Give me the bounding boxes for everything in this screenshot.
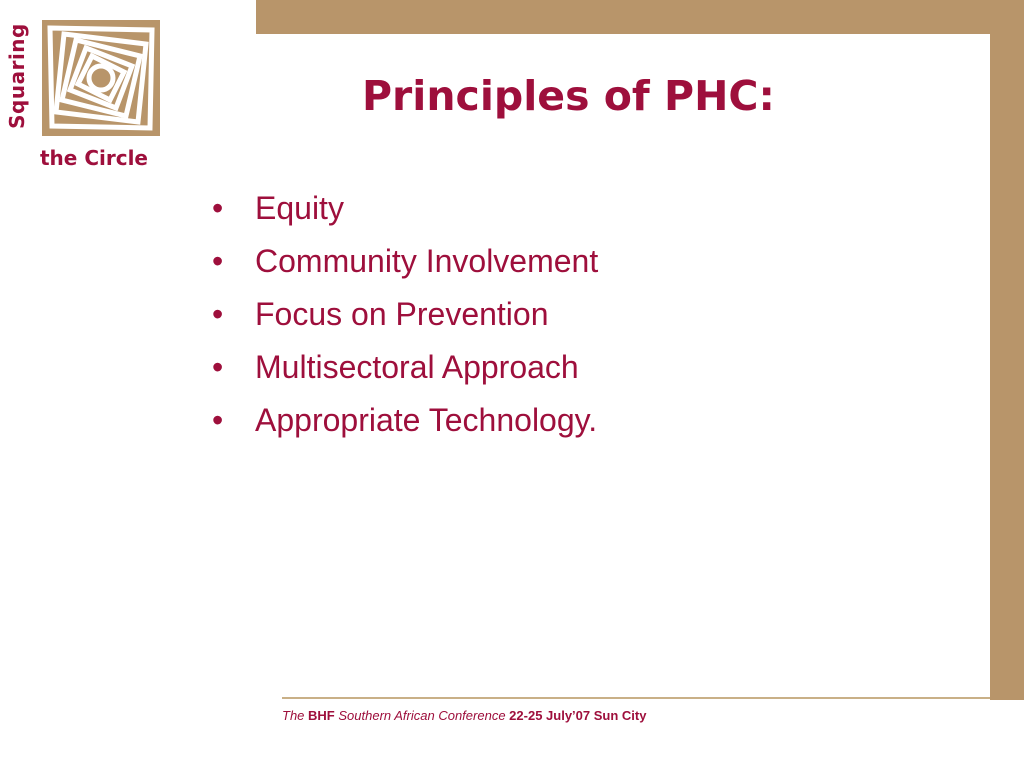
list-item [212, 292, 598, 345]
footer [282, 708, 646, 723]
list-item [212, 345, 598, 398]
bullet-icon: • [212, 190, 224, 226]
bullet-list [212, 186, 598, 451]
footer-prefix: The [282, 708, 305, 723]
bullet-icon: • [212, 243, 224, 279]
footer-dates-location: 22-25 July’07 Sun City [509, 708, 647, 723]
logo-word-the-circle: the Circle [40, 146, 148, 170]
bullet-text: Equity [255, 190, 344, 226]
bullet-icon: • [212, 349, 224, 385]
bullet-text: Community Involvement [255, 243, 599, 279]
top-decorative-bar [256, 0, 1024, 34]
footer-org: BHF [308, 708, 335, 723]
squaring-the-circle-logo-icon [42, 20, 160, 136]
bullet-text: Multisectoral Approach [255, 349, 579, 385]
right-decorative-bar [990, 0, 1024, 700]
slide-title: Principles of PHC: [362, 72, 775, 120]
footer-divider [282, 697, 990, 699]
list-item [212, 239, 598, 292]
bullet-icon: • [212, 402, 224, 438]
footer-conference: Southern African Conference [338, 708, 506, 723]
bullet-text: Focus on Prevention [255, 296, 549, 332]
bullet-icon: • [212, 296, 224, 332]
bullet-text: Appropriate Technology. [255, 402, 598, 438]
list-item [212, 398, 598, 451]
list-item [212, 186, 598, 239]
logo-word-squaring: Squaring [5, 23, 29, 129]
